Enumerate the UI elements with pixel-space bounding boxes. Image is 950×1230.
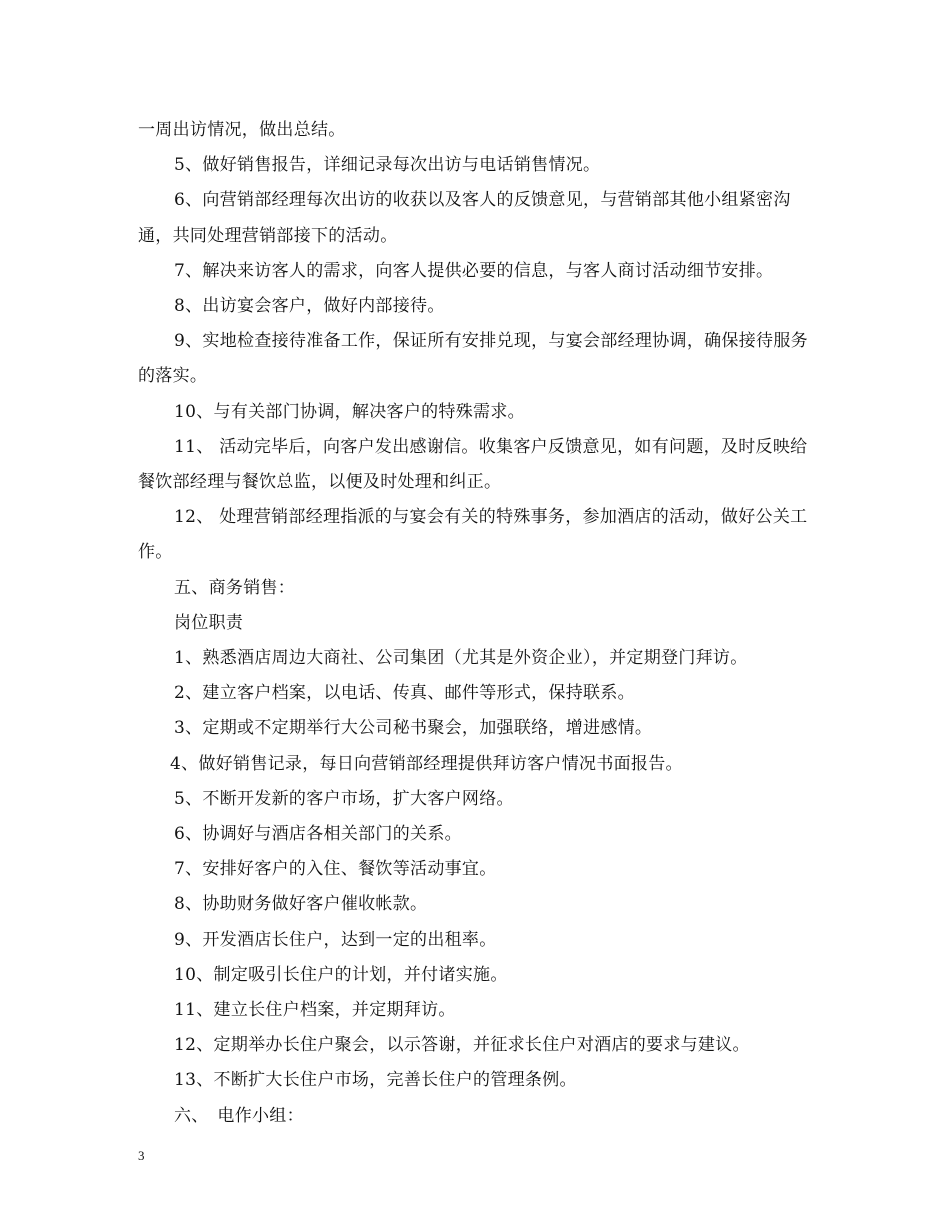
paragraph: 11、 活动完毕后，向客户发出感谢信。收集客户反馈意见，如有问题，及时反映给餐饮部经理与餐饮总监，以便及时处理和纠正。 xyxy=(138,436,808,493)
paragraph: 1、熟悉酒店周边大商社、公司集团（尤其是外资企业），并定期登门拜访。 xyxy=(174,648,748,669)
paragraph: 6、协调好与酒店各相关部门的关系。 xyxy=(174,824,462,845)
paragraph: 7、安排好客户的入住、餐饮等活动事宜。 xyxy=(174,859,497,880)
paragraph: 12、 处理营销部经理指派的与宴会有关的特殊事务，参加酒店的活动，做好公关工作。 xyxy=(138,507,808,563)
paragraph: 4、做好销售记录，每日向营销部经理提供拜访客户情况书面报告。 xyxy=(170,753,683,774)
section-heading: 六、 电作小组： xyxy=(174,1105,304,1126)
paragraph: 13、不断扩大长住户市场，完善长住户的管理条例。 xyxy=(174,1070,577,1091)
page-number: 3 xyxy=(138,1148,145,1163)
paragraph: 一周出访情况，做出总结。 xyxy=(138,120,346,140)
paragraph: 8、出访宴会客户，做好内部接待。 xyxy=(174,296,445,317)
paragraph: 2、建立客户档案，以电话、传真、邮件等形式，保持联系。 xyxy=(174,683,635,704)
paragraph: 5、不断开发新的客户市场，扩大客户网络。 xyxy=(174,788,514,809)
document-body xyxy=(138,113,818,1134)
paragraph: 11、建立长住户档案，并定期拜访。 xyxy=(174,1000,456,1021)
paragraph: 8、协助财务做好客户催收帐款。 xyxy=(174,894,428,915)
paragraph: 5、做好销售报告，详细记录每次出访与电话销售情况。 xyxy=(174,155,601,176)
paragraph: 10、制定吸引长住户的计划，并付诸实施。 xyxy=(174,964,508,985)
paragraph: 9、开发酒店长住户，达到一定的出租率。 xyxy=(174,929,497,950)
subheading: 岗位职责 xyxy=(174,612,244,633)
section-heading: 五、商务销售： xyxy=(174,577,296,598)
paragraph: 9、实地检查接待准备工作，保证所有安排兑现，与宴会部经理协调，确保接待服务的落实。 xyxy=(138,331,808,387)
paragraph: 7、解决来访客人的需求，向客人提供必要的信息，与客人商讨活动细节安排。 xyxy=(174,260,774,281)
paragraph: 12、定期举办长住户聚会，以示答谢，并征求长住户对酒店的要求与建议。 xyxy=(174,1035,750,1056)
paragraph: 3、定期或不定期举行大公司秘书聚会，加强联络，增进感情。 xyxy=(174,718,653,739)
paragraph: 6、向营销部经理每次出访的收获以及客人的反馈意见，与营销部其他小组紧密沟通，共同处理营销部接下的活动。 xyxy=(138,190,791,246)
paragraph: 10、与有关部门协调，解决客户的特殊需求。 xyxy=(174,401,525,422)
